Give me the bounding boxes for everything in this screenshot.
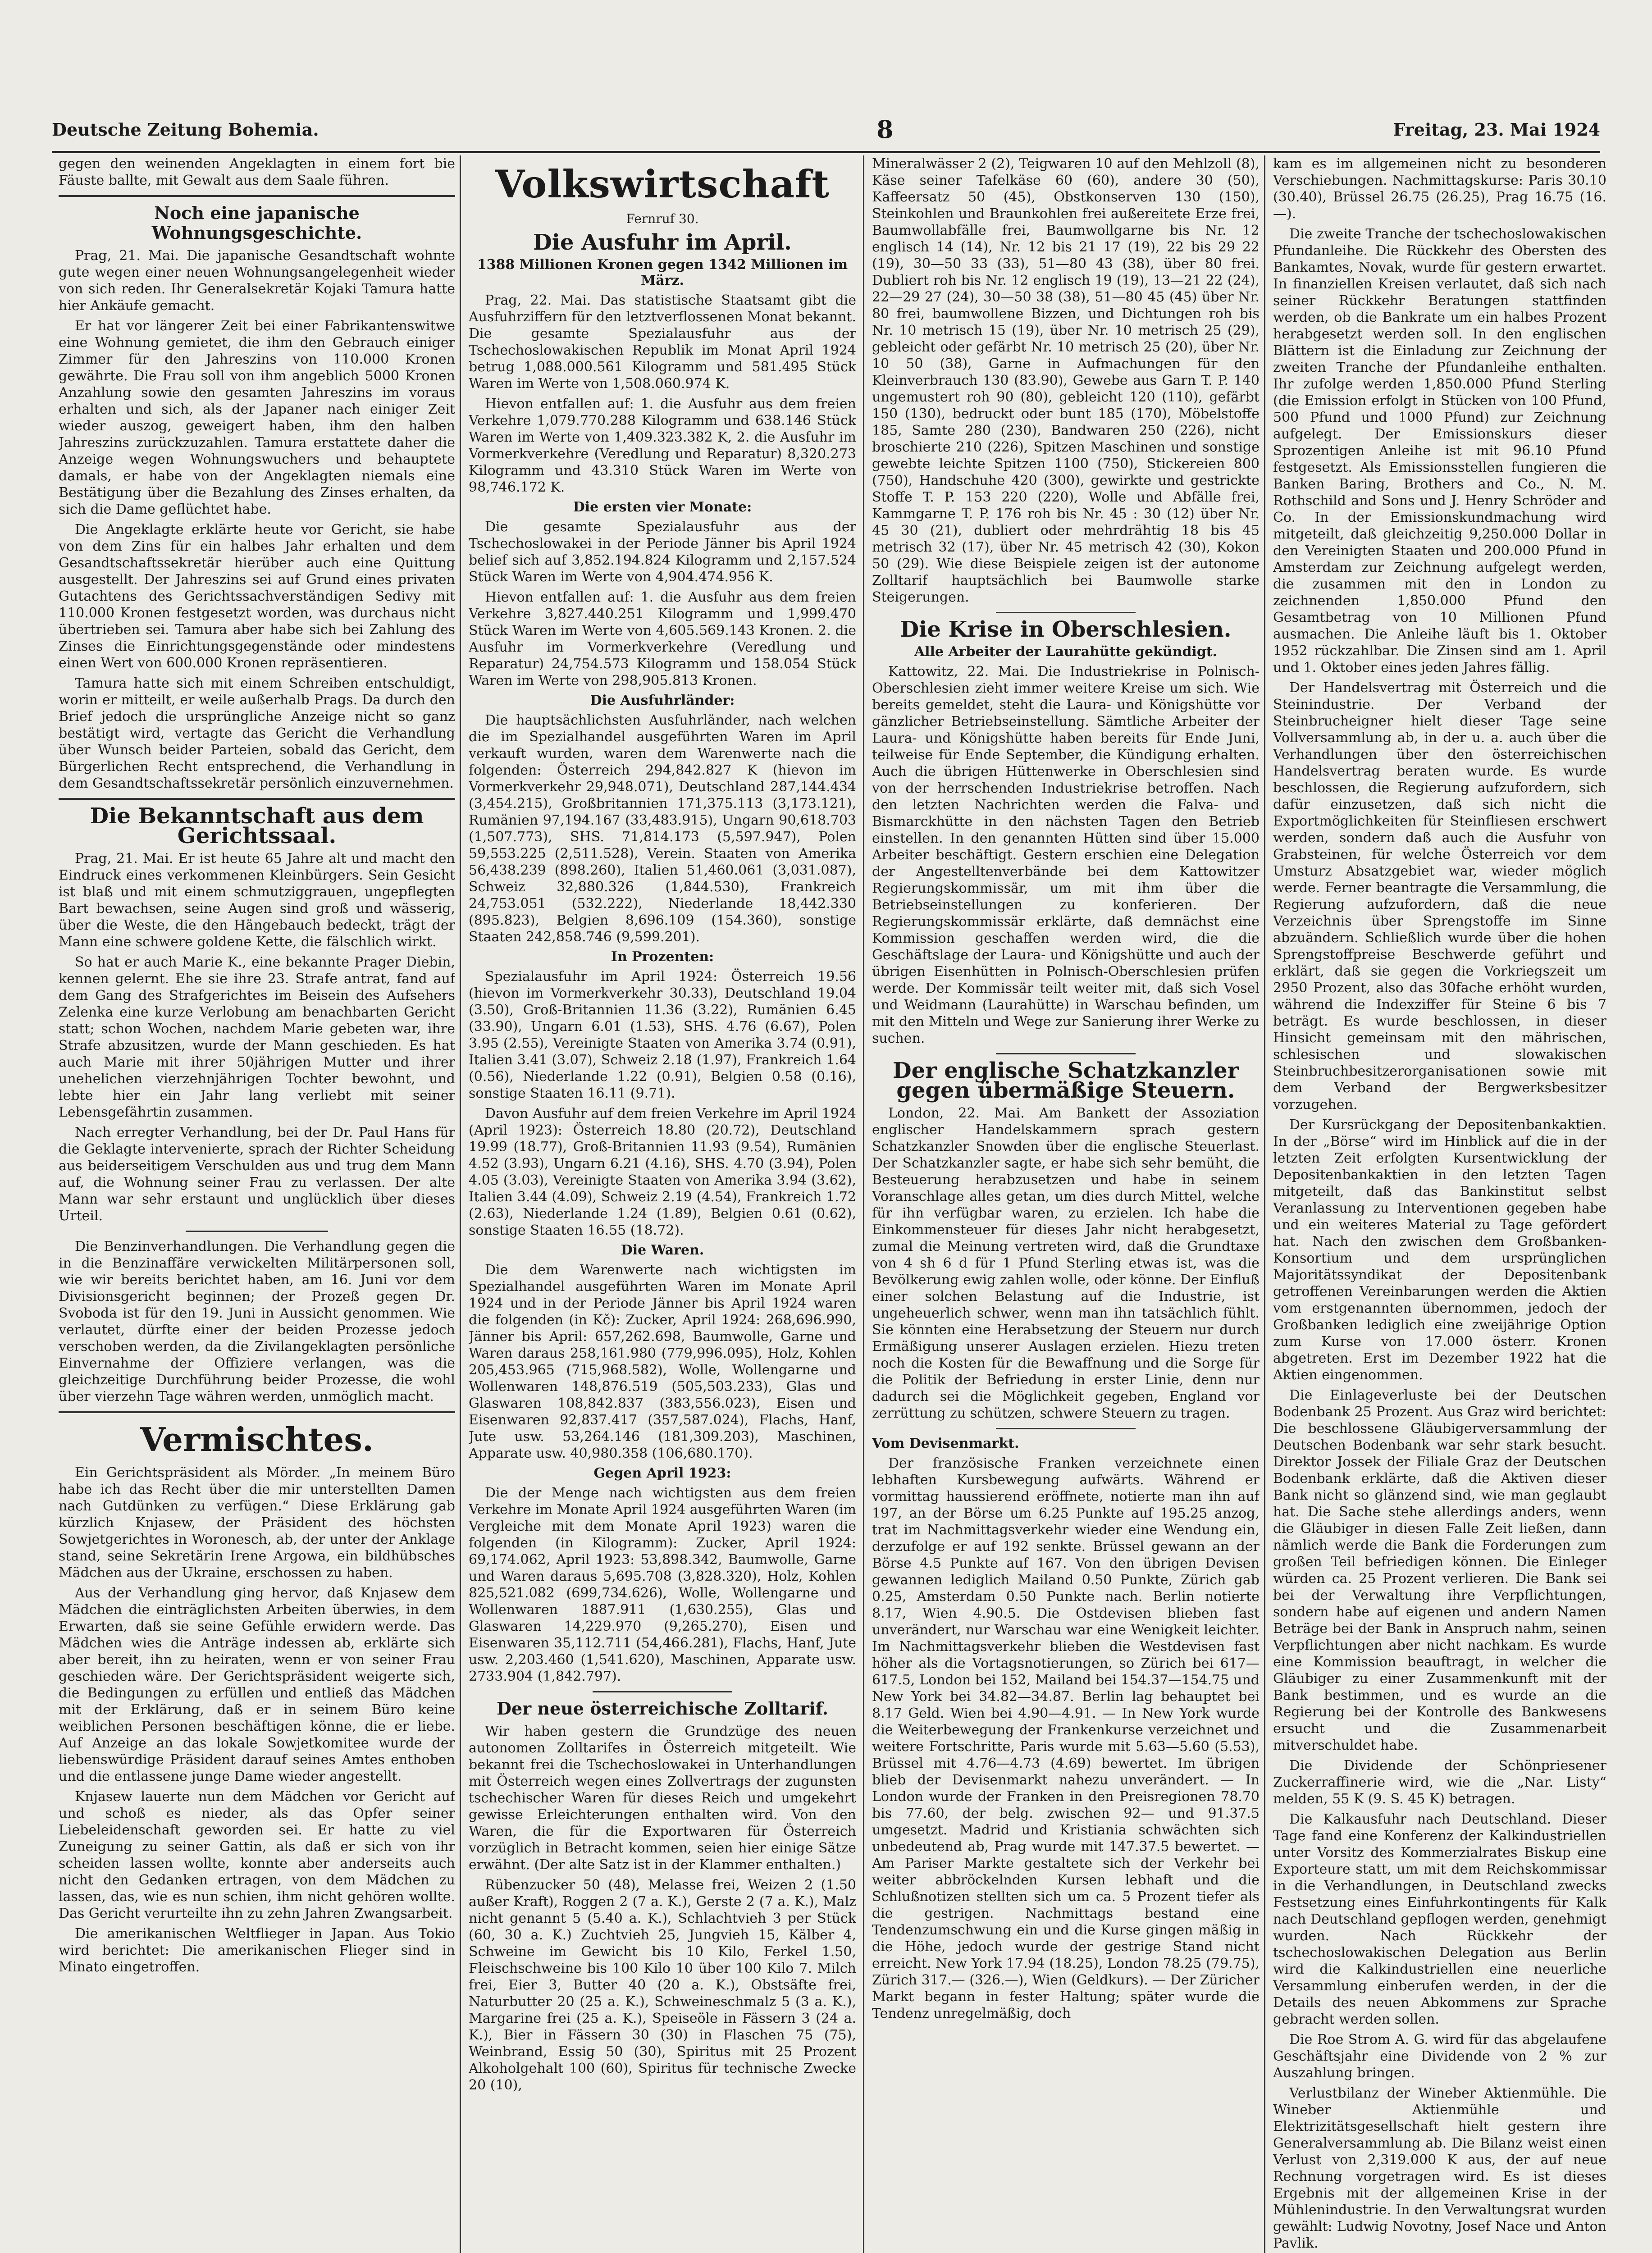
header-rule xyxy=(52,151,1600,153)
subheading-devisen: Vom Devisenmarkt. xyxy=(872,1436,1019,1451)
headline-vermischtes: Vermischtes. xyxy=(140,1420,374,1459)
paragraph-benzin: Die Benzinverhandlungen. Die Verhandlung gegen die in die Benzinaffäre verwickelten Militärpersonen soll, wie wir bereits berichtet haben, am 16. Juni vor dem Divisionsgericht beginnen; der Prozeß gegen Dr. Svoboda ist für den 19. Juni in Aussicht genommen. Wie verlautet, dürfte einer der beiden Prozesse jedoch verschoben werden, da die Zivilangeklagten persönliche Einvernahme der Offiziere verlangen, was die gleichzeitige Durchführung beider Prozesse, die wohl über vierzehn Tage währen werden, unmöglich macht. xyxy=(59,1239,455,1405)
paragraph: Die gesamte Spezialausfuhr aus der Tschechoslowakei in der Periode Jänner bis April 1924 belief sich auf 3,852.194.824 Kilogramm und 2,157.524 Stück Waren im Werte von 4,904.474.956 K. xyxy=(469,519,856,585)
headline-ausfuhr: Die Ausfuhr im April. xyxy=(533,230,792,255)
paper-name: Deutsche Zeitung Bohemia. xyxy=(52,119,319,140)
subheading: Gegen April 1923: xyxy=(593,1465,731,1481)
paragraph: Kattowitz, 22. Mai. Die Industriekrise in Polnisch-Oberschlesien zieht immer weitere Kreise um sich. Wie bereits gemeldet, steht die Laura- und Königshütte vor gänzlicher Betriebseinstellung. Sämtliche Arbeiter der Laura- und Königshütte haben bereits für Ende Juni, teilweise für Ende September, die Kündigung erhalten. Auch die übrigen Hüttenwerke in Oberschlesien sind von der herrschenden Industriekrise betroffen. Nach den letzten Nachrichten werden die Falva- und Bismarckhütte in den nächsten Tagen den Betrieb einstellen. In den genannten Hütten sind über 15.000 Arbeiter beschäftigt. Gestern erschien eine Delegation der Angestelltenverbände bei dem Kattowitzer Regierungskommissär, um mit ihm über die Betriebseinstellungen zu konferieren. Der Regierungskommissär erklärte, daß demnächst eine Kommission geschaffen werden wird, die die Geschäftslage der Laura- und Königshütte und auch der übrigen Eisenhütten in Polnisch-Oberschlesien prüfen werde. Der Kommissär teilt weiter mit, daß sich Vosel und Weidmann (Laurahütte) in Warschau befinden, um mit den Mitteln und Wege zur Sanierung ihrer Werke zu suchen. xyxy=(872,664,1260,1046)
masthead xyxy=(52,115,1600,146)
section-title-volkswirtschaft: Volkswirtschaft xyxy=(495,162,830,206)
subheading: Die ersten vier Monate: xyxy=(573,499,752,515)
paragraph: Die hauptsächlichsten Ausfuhrländer, nach welchen die im Spezialhandel ausgeführten Waren im April verkauft wurden, waren dem Warenwerte nach die folgenden: Österreich 294,842.827 K (hievon im Vormerkverkehr 29,948.071), Deutschland 287,144.434 (3,454.215), Großbritannien 171,375.113 (3,173.121), Rumänien 97,194.167 (33,483.915), Ungarn 90,618.703 (1,507.773), SHS. 71,814.173 (5,597.947), Polen 59,553.225 (2,511.528), Verein. Staaten von Amerika 56,438.239 (898.260), Italien 51,460.061 (3,031.087), Schweiz 32,880.326 (1,844.530), Frankreich 24,753.051 (532.222), Niederlande 18,442.330 (895.823), Belgien 8,696.109 (154.360), sonstige Staaten 242,858.746 (9,599.201). xyxy=(469,712,856,945)
paragraph: Ein Gerichtspräsident als Mörder. „In meinem Büro habe ich das Recht über die mir unterstellten Damen nach Gutdünken zu verfügen.“ Diese Erklärung gab kürzlich Knjasew, der Präsident des höchsten Sowjetgerichtes in Woronesch, ab, der unter der Anklage stand, seine Sekretärin Irene Argowa, ein bildhübsches Mädchen aus der Ukraine, erschossen zu haben. xyxy=(59,1465,455,1581)
paragraph: Hievon entfallen auf: 1. die Ausfuhr aus dem freien Verkehre 3,827.440.251 Kilogramm und 1,999.470 Stück Waren im Werte von 4,605.569.143 Kronen. 2. die Ausfuhr im Vormerkverkehre (Veredlung und Reparatur) 24,754.573 Kilogramm und 158.054 Stück Waren im Werte von 298,905.813 Kronen. xyxy=(469,589,856,689)
column-3 xyxy=(872,155,1260,2253)
section-divider xyxy=(996,1053,1136,1054)
section-divider xyxy=(996,612,1136,613)
subheading: Die Ausfuhrländer: xyxy=(590,693,735,708)
paragraph: Die Roe Strom A. G. wird für das abgelaufene Geschäftsjahr eine Dividende von 2 % zur Auszahlung bringen. xyxy=(1273,2032,1606,2081)
column-2 xyxy=(469,155,856,2253)
column-4 xyxy=(1273,155,1606,2253)
page-number: 8 xyxy=(876,115,894,144)
paragraph: Die Einlageverluste bei der Deutschen Bodenbank 25 Prozent. Aus Graz wird berichtet: Die beschlossene Gläubigerversammlung der Deutschen Bodenbank war sehr stark besucht. Direktor Jossek der Filiale Graz der Deutschen Bodenbank erklärte, daß die Aktiven dieser Bank nicht so glänzend sind, wie man geglaubt hat. Die Sache stehe allerdings anders, wenn die Gläubiger in diesen Falle Zeit ließen, dann nämlich werde die Bank die Forderungen zum großen Teil befriedigen können. Die Einleger würden ca. 25 Prozent verlieren. Die Bank sei bei der Verwaltung ihre Verpflichtungen, sondern habe auf eigenen und andern Namen Beträge bei der Bank in Anspruch nahm, seinen Verpflichtungen aber nicht nachkam. Es wurde eine Kommission beauftragt, in welcher die Gläubiger zu einer Zusammenkunft mit der Bank bestimmen, und es wurde an die Regierung bei der Kontrolle des Bankwesens ersucht und die Zusammenarbeit mitverschuldet habe. xyxy=(1273,1387,1606,1753)
subheading: In Prozenten: xyxy=(611,949,714,965)
subheading: Die Waren. xyxy=(621,1242,704,1258)
headline-zolltarif: Der neue österreichische Zolltarif. xyxy=(497,1698,828,1719)
paragraph: Hievon entfallen auf: 1. die Ausfuhr aus dem freien Verkehre 1,079.770.288 Kilogramm und 638.146 Stück Waren im Werte von 1,409.323.382 K, 2. die Ausfuhr im Vormerkverkehre (Veredlung und Reparatur) 8,320.273 Kilogramm und 43.310 Stück Waren im Werte von 98,746.172 K. xyxy=(469,396,856,495)
paragraph: Mineralwässer 2 (2), Teigwaren 10 auf den Mehlzoll (8), Käse seiner Tafelkäse 60 (60), andere 30 (50), Kaffeersatz 50 (45), Obstkonserven 130 (150), Steinkohlen und Braunkohlen frei außereitete Erze frei, Baumwollabfälle frei, Baumwollgarne bis Nr. 12 englisch 14 (14), Nr. 12 bis 21 17 (19), 22 bis 29 22 (19), 30—50 33 (33), 51—80 43 (38), über 80 frei. Dubliert roh bis Nr. 12 englisch 19 (19), 13—21 22 (24), 22—29 27 (24), 30—50 38 (38), 51—80 45 (45) über Nr. 80 frei, baumwollene Bizzen, und Dichtungen roh bis Nr. 10 metrisch 15 (19), über Nr. 10 metrisch 25 (29), gebleicht oder gefärbt Nr. 10 metrisch 25 (20), über Nr. 10 50 (38), Garne in Aufmachungen für den Kleinverbrauch 130 (83.90), Gewebe aus Garn T. P. 140 ungemustert roh 90 (80), gebleicht 120 (110), gefärbt 150 (130), bedruckt oder bunt 185 (170), Möbelstoffe 185, Samte 280 (230), Bandwaren 250 (226), nicht broschierte 210 (226), Spitzen Maschinen und sonstige gewebte leichte Spitzen 1100 (750), Stickereien 800 (750), Handschuhe 420 (300), gewirkte und gestrickte Stoffe T. P. 153 220 (220), Wolle und Abfälle frei, Kammgarne T. P. 176 roh bis Nr. 45 : 30 (12) über Nr. 45 30 (21), dubliert oder mehrdrähtig 18 bis 45 metrisch 32 (17), über Nr. 45 metrisch 42 (30), Kokon 50 (29). Wie diese Beispiele zeigen ist der autonome Zolltarif hauptsächlich bei Baumwolle starke Steigerungen. xyxy=(872,156,1260,605)
subheadline: Alle Arbeiter der Laurahütte gekündigt. xyxy=(914,644,1218,660)
paragraph: So hat er auch Marie K., eine bekannte Prager Diebin, kennen gelernt. Ehe sie ihre 23. Strafe antrat, fand auf dem Gang des Strafgerichtes im Beisein des Aufsehers Zelenka eine kurze Verlobung am benachbarten Gericht statt; schon Wochen, nachdem Marie gebeten war, ihre Strafe abzusitzen, wurde der Mann geschieden. Es hat auch Marie mit ihrer 50jährigen Mutter und ihrer unehelichen vierzehnjährigen Tochter bewohnt, und lebte hier ein Jahr lang verliebt mit seiner Lebensgefährtin zusammen. xyxy=(59,954,455,1120)
paragraph: London, 22. Mai. Am Bankett der Assoziation englischer Handelskammern sprach gestern Schatzkanzler Snowden über die englische Steuerlast. Der Schatzkanzler sagte, er habe sich sehr bemüht, die Besteuerung herabzusetzen und habe in seinem Voranschlage alles getan, um dies durch Mittel, welche für ihn verfügbar waren, zu erzielen. Ich habe die Einkommensteuer für dieses Jahr nicht herabgesetzt, zumal die Meinung vertreten wird, daß die Grundtaxe von 4 sh 6 d für 1 Pfund Sterling etwas ist, was die Bevölkerung ewig zahlen wolle, oder könne. Der Einfluß einer solchen Belastung auf die Industrie, ist ungeheuerlich schwer, wenn man ihn tatsächlich fühlt. Sie könnten eine Herabsetzung der Steuern nur durch Ermäßigung unserer Auslagen erzielen. Hiezu treten noch die Kosten für die Bewaffnung und die Sorge für die Politik der Befriedung in erster Linie, denn nur dadurch sei die Möglichkeit gegeben, England vor zerrüttung zu schützen, schwere Steuern zu tragen. xyxy=(872,1105,1260,1421)
column-rule xyxy=(1264,155,1265,2253)
paragraph: Aus der Verhandlung ging hervor, daß Knjasew dem Mädchen die einträglichsten Arbeiten überwies, in dem Erwarten, daß sie seine Gefühle erwidern werde. Das Mädchen wies die Anträge indessen ab, erklärte sich aber bereit, ihn zu heiraten, wenn er von seiner Frau geschieden wäre. Der Gerichtspräsident weigerte sich, die Bedingungen zu erfüllen und entließ das Mädchen mit der Erklärung, daß er in seinem Büro keine weiblichen Personen beschäftigen könne, die er liebe. Auf Anzeige an das lokale Sowjetkomitee wurde der liebenswürdige Präsident darauf seines Amtes enthoben und die entlassene junge Dame wieder angestellt. xyxy=(59,1585,455,1784)
fernruf: Fernruf 30. xyxy=(626,211,699,226)
paragraph: Die Dividende der Schönpriesener Zuckerraffinerie wird, wie die „Nar. Listy“ melden, 55 K (9. S. 45 K) betragen. xyxy=(1273,1758,1606,1807)
paragraph: Rübenzucker 50 (48), Melasse frei, Weizen 2 (1.50 außer Kraft), Roggen 2 (7 a. K.), Gerste 2 (7 a. K.), Malz nicht genannt 5 (5.40 a. K.), Schlachtvieh 3 per Stück (60, 30 a. K.) Zuchtvieh 25, Jungvieh 15, Kälber 4, Schweine im Gewicht bis 10 Kilo, Ferkel 1.50, Fleischschweine bis 100 Kilo 10 über 100 Kilo 7. Milch frei, Eier 3, Butter 40 (20 a. K.), Obstsäfte frei, Naturbutter 20 (25 a. K.), Schweineschmalz 5 (3 a. K.), Margarine frei (25 a. K.), Speiseöle in Fässern 3 (24 a. K.), Bier in Fässern 30 (30) in Flaschen 75 (75), Weinbrand, Essig 50 (30), Spiritus mit 25 Prozent Alkoholgehalt 100 (60), Spiritus für technische Zwecke 20 (10), xyxy=(469,1877,856,2093)
paragraph: Der Handelsvertrag mit Österreich und die Steinindustrie. Der Verband der Steinbrucheigner hielt dieser Tage seine Vollversammlung ab, in der u. a. auch über die Verhandlungen über den österreichischen Handelsvertrag beraten wurde. Es wurde beschlossen, die Regierung aufzufordern, sich dafür einzusetzen, daß sich nicht die Exportmöglichkeiten für Steinfliesen erschwert werden, sondern daß auch die Ausfuhr von Grabsteinen, für welche Österreich vor dem Umsturz Absatzgebiet war, wieder möglich werde. Ferner beantragte die Versammlung, die Regierung aufzufordern, daß die neue Verzeichnis über Sprengstoffe im Sinne abzuändern. Schließlich wurde über die hohen Sprengstoffpreise Beschwerde geführt und erklärt, daß sie gegen die Vorkriegszeit um 2950 Prozent, also das 30fache erhöht wurden, während die Indexziffer für Steine 6 bis 7 beträgt. Es wurde beschlossen, in dieser Hinsicht gemeinsam mit den mährischen, schlesischen und slowakischen Steinbruchbesitzerorganisationen sowie mit dem Verband der Bergwerksbesitzer vorzugehen. xyxy=(1273,680,1606,1113)
paragraph: Spezialausfuhr im April 1924: Österreich 19.56 (hievon im Vormerkverkehr 30.33), Deutschland 19.04 (3.50), Groß-Britannien 11.36 (3.22), Rumänien 6.45 (33.90), Ungarn 6.01 (1.53), SHS. 4.76 (6.67), Polen 3.95 (2.55), Vereinigte Staaten von Amerika 3.74 (0.91), Italien 3.41 (3.07), Schweiz 2.18 (1.97), Frankreich 1.64 (0.56), Niederlande 1.22 (0.91), Belgien 0.58 (0.16), sonstige Staaten 16.11 (9.71). xyxy=(469,969,856,1101)
column-1 xyxy=(59,155,455,2253)
section-divider xyxy=(593,1691,732,1692)
paragraph: Die Kalkausfuhr nach Deutschland. Dieser Tage fand eine Konferenz der Kalkindustriellen unter Vorsitz des Kommerzialrates Biskup eine Exporteure statt, um mit dem Reichskommissar in die Verhandlungen, in Deutschland zwecks Festsetzung eines Einfuhrkontingents für Kalk nach Deutschland gepflogen werden, genehmigt wurden. Nach Rückkehr der tschechoslowakischen Delegation aus Berlin wird die Kalkindustriellen eine neuerliche Versammlung einberufen werden, in der die Details des neuen Abkommens zur Sprache gebracht werden sollen. xyxy=(1273,1811,1606,2027)
paragraph: Der Kursrückgang der Depositenbankaktien. In der „Börse“ wird im Hinblick auf die in der letzten Zeit erfolgten Kursentwicklung der Depositenbankaktien in den letzten Tagen mitgeteilt, daß das Bankinstitut selbst Veranlassung zu Interventionen gegeben habe und ein weiteres Material zu Tage gefördert hat. Nach den zwischen dem Großbanken-Konsortium und dem ursprünglichen Majoritätssyndikat der Depositenbank getroffenen Vereinbarungen werden die Aktien vom erstgenannten übernommen, jedoch der Großbanken lediglich eine zweijährige Option zum Kurse von 17.000 österr. Kronen abgetreten. Erst im Dezember 1922 hat die Aktien eingenommen. xyxy=(1273,1117,1606,1383)
paragraph: Knjasew lauerte nun dem Mädchen vor Gericht auf und schoß es nieder, als das Opfer seiner Liebeleidenschaft geworden sei. Er hatte zu viel Zuneigung zu seiner Gattin, als daß er sich von ihr scheiden lassen wollte, konnte aber anderseits auch nicht den Gedanken ertragen, von dem Mädchen zu lassen, das, wie es nun schien, ihm nicht gehören wollte. Das Gericht verurteilte ihn zu zehn Jahren Zwangsarbeit. xyxy=(59,1789,455,1921)
column-rule xyxy=(460,155,461,2253)
paragraph: Die Angeklagte erklärte heute vor Gericht, sie habe von dem Zins für ein halbes Jahr erhalten und dem Gesandtschaftssekretär hierüber auch eine Quittung ausgestellt. Der Jahreszins sei auf Grund eines privaten Gutachtens des Gerichtssachverständigen Sedivy mit 110.000 Kronen festgesetzt worden, was durchaus nicht übertrieben sei. Tamura aber habe sich bei Zahlung des Zinses die Einrichtungsgegenstände oder mindestens einen Wert von 600.000 Kronen repräsentieren. xyxy=(59,522,455,671)
headline-krise: Die Krise in Oberschlesien. xyxy=(900,617,1232,642)
column-rule xyxy=(863,155,864,2253)
section-divider xyxy=(996,1428,1136,1429)
paragraph: Er hat vor längerer Zeit bei einer Fabrikantenswitwe eine Wohnung gemietet, die ihm den Gebrauch einiger Zimmer für den Jahreszins von 110.000 Kronen gewährte. Die Frau soll von ihm angeblich 5000 Kronen Anzahlung sowie den gesamten Jahreszins im voraus erhalten und sich, als der Japaner nach einiger Zeit wieder auszog, geweigert haben, ihm den halben Jahreszins zurückzuzahlen. Tamura erstattete daher die Anzeige wegen Wohnungswuchers und behauptete damals, er habe von der Angeklagten niemals eine Bestätigung über die Bezahlung des Zinses erhalten, da sich die Dame geflüchtet habe. xyxy=(59,318,455,517)
headline-japan: Noch eine japanische Wohnungsgeschichte. xyxy=(151,203,362,243)
issue-date: Freitag, 23. Mai 1924 xyxy=(1393,119,1600,140)
paragraph: Davon Ausfuhr auf dem freien Verkehre im April 1924 (April 1923): Österreich 18.80 (20.72), Deutschland 19.99 (18.77), Groß-Britannien 11.93 (9.54), Rumänien 4.52 (3.93), Ungarn 6.21 (4.16), SHS. 4.70 (3.94), Polen 4.05 (3.03), Vereinigte Staaten von Amerika 3.94 (3.62), Italien 3.44 (4.09), Schweiz 2.19 (4.54), Frankreich 1.72 (2.63), Niederlande 1.24 (1.89), Belgien 0.61 (0.62), sonstige Staaten 16.55 (18.72). xyxy=(469,1106,856,1238)
paragraph: Prag, 21. Mai. Die japanische Gesandtschaft wohnte gute wegen einer neuen Wohnungsangelegenheit wieder von sich reden. Ihr Generalsekretär Kojaki Tamura hatte hier Ankäufe gemacht. xyxy=(59,248,455,314)
paragraph: Die amerikanischen Weltflieger in Japan. Aus Tokio wird berichtet: Die amerikanischen Flieger sind in Minato eingetroffen. xyxy=(59,1926,455,1975)
section-divider xyxy=(59,195,455,197)
paragraph: Die zweite Tranche der tschechoslowakischen Pfundanleihe. Die Rückkehr des Obersten des Bankamtes, Novak, wurde für gestern erwartet. In finanziellen Kreisen verlautet, daß sich nach seiner Rückkehr Beratungen stattfinden werden, ob die Bankrate um ein halbes Prozent herabgesetzt werden soll. In den englischen Blättern ist die Einladung zur Zeichnung der zweiten Tranche der Pfundanleihe enthalten. Ihr zufolge werden 1,850.000 Pfund Sterling (die Emission erfolgt in Stücken von 100 Pfund, 500 Pfund und 1000 Pfund) zur Zeichnung aufgelegt. Der Emissionskurs dieser Sprozentigen Anleihe ist mit 96.10 Pfund festgesetzt. Als Emissionsstellen fungieren die Banken Baring, Brothers and Co., N. M. Rothschild and Sons und J. Henry Schröder and Co. In der Emissionskundmachung wird mitgeteilt, daß gleichzeitig 9,250.000 Dollar in den Vereinigten Staaten und 200.000 Pfund in Amsterdam zur Zeichnung aufgelegt werden, die zusammen mit den in London zu zeichnenden 1,850.000 Pfund den Gesamtbetrag von 10 Millionen Pfund ausmachen. Die Anleihe läuft bis 1. Oktober 1952 rückzahlbar. Die Zinsen sind am 1. April und 1. Oktober eines jeden Jahres fällig. xyxy=(1273,226,1606,675)
headline-schatzkanzler: Der englische Schatzkanzler gegen übermäßige Steuern. xyxy=(893,1058,1239,1103)
article-continuation: gegen den weinenden Angeklagten in einem fort bie Fäuste ballte, mit Gewalt aus dem Saale führen. xyxy=(59,156,455,188)
paragraph: Prag, 21. Mai. Er ist heute 65 Jahre alt und macht den Eindruck eines verkommenen Kleinbürgers. Sein Gesicht ist blaß und mit einem schmutziggrauen, ungepflegten Bart bewachsen, seine Augen sind groß und wässerig, über die Weste, die den Hängebauch bedeckt, trägt der Mann eine schwere goldene Kette, die fälschlich wirkt. xyxy=(59,851,455,950)
paragraph: Verlustbilanz der Wineber Aktienmühle. Die Wineber Aktienmühle und Elektrizitätsgesellschaft hielt gestern ihre Generalversammlung ab. Die Bilanz weist einen Verlust von 2,319.000 K aus, der auf neue Rechnung vorgetragen wird. Es ist dieses Ergebnis mit der allgemeinen Krise in der Mühlenindustrie. In den Verwaltungsrat wurden gewählt: Ludwig Novotny, Josef Nace und Anton Pavlik. xyxy=(1273,2085,1606,2251)
subheadline: 1388 Millionen Kronen gegen 1342 Millionen im März. xyxy=(477,257,848,288)
paragraph: Tamura hatte sich mit einem Schreiben entschuldigt, worin er mitteilt, er weile außerhalb Prags. Da durch den Brief jedoch die ursprüngliche Anzeige nicht so ganz bestätigt wird, vertagte das Gericht die Verhandlung über Wunsch beider Parteien, sobald das Gericht, dem Bürgerlichen Recht entsprechend, die Verhandlung in dem Gesandtschaftssekretär persönlich einzuvernehmen. xyxy=(59,675,455,791)
paragraph: kam es im allgemeinen nicht zu besonderen Verschiebungen. Nachmittagskurse: Paris 30.10 (30.40), Brüssel 26.75 (26.25), Prag 16.75 (16.—). xyxy=(1273,156,1606,222)
section-divider xyxy=(59,798,455,800)
section-divider xyxy=(186,1231,329,1232)
paragraph: Der französische Franken verzeichnete einen lebhaften Kursbewegung aufwärts. Während er vormittag haussierend eröffnete, notierte man ihn auf 197, an der Börse um 6.25 Punkte auf 195.25 anzog, trat im Nachmittagsverkehr wieder eine Wendung ein, derzufolge er auf 192 senkte. Brüssel gewann an der Börse 4.5 Punkte auf 167. Von den übrigen Devisen gewannen lediglich Mailand 0.50 Punkte, Zürich gab 0.25, Amsterdam 0.50 Punkte nach. Berlin notierte 8.17, Wien 4.90.5. Die Ostdevisen blieben fast unverändert, nur Warschau war eine Wenigkeit leichter. Im Nachmittagsverkehr blieben die Westdevisen fast höher als die Vortagsnotierungen, so Zürich bei 617—617.5, London bei 152, Mailand bei 154.37—154.75 und New York bei 34.82—34.87. Berlin lag behauptet bei 8.17 Geld. Wien bei 4.90—4.91. — In New York wurde die Weiterbewegung der Frankenkurse verzeichnet und weitere Fortschritte, Paris wurde mit 5.63—5.60 (5.53), Brüssel mit 4.76—4.73 (4.69) bewertet. Im übrigen blieb der Devisenmarkt nahezu unverändert. — In London wurde der Franken in den Preisregionen 78.70 bis 77.60, der belg. zwischen 92— und 91.37.5 umgesetzt. Madrid und Kristiania schwächten sich unbedeutend ab, Prag wurde mit 147.37.5 bewertet. — Am Pariser Markte gestaltete sich der Verkehr bei weiter abbröckelnden Kursen lebhaft und die Schlußnotizen stellten sich um ca. 5 Prozent tiefer als die gestrigen. Nachmittags bestand eine Tendenzumschwung ein und die Kurse gingen mäßig in die Höhe, jedoch wurde der gestrige Stand nicht erreicht. New York 17.94 (18.25), London 78.25 (79.75), Zürich 317.— (326.—), Wien (Geldkurs). — Der Züricher Markt begann in fester Haltung; später wurde die Tendenz unregelmäßig, doch xyxy=(872,1455,1260,2021)
paragraph: Die der Menge nach wichtigsten aus dem freien Verkehre im Monate April 1924 ausgeführten Waren (im Vergleiche mit dem Monate April 1923) waren die folgenden (in Kilogramm): Zucker, April 1924: 69,174.062, April 1923: 53,898.342, Baumwolle, Garne und Waren daraus 5,695.708 (3,828.320), Holz, Kohlen 825,521.082 (699,734.626), Wolle, Wollengarne und Wollenwaren 1887.911 (1,630.255), Glas und Glaswaren 14,229.970 (9,265.270), Eisen und Eisenwaren 35,112.711 (54,466.281), Flachs, Hanf, Jute usw. 2,203.460 (1,541.620), Maschinen, Apparate usw. 2733.904 (1,842.797). xyxy=(469,1485,856,1684)
paragraph: Die dem Warenwerte nach wichtigsten im Spezialhandel ausgeführten Waren im Monate April 1924 und in der Periode Jänner bis April 1924 waren die folgenden (in Kč): Zucker, April 1924: 268,696.990, Jänner bis April: 657,262.698, Baumwolle, Garne und Waren daraus 258,161.980 (779,996.095), Holz, Kohlen 205,453.965 (715,968.582), Wolle, Wollengarne und Wollenwaren 148,876.519 (505,503.233), Glas und Glaswaren 108,842.837 (383,556.023), Eisen und Eisenwaren 92,837.417 (357,587.024), Flachs, Hanf, Jute usw. 53,264.146 (181,309.203), Maschinen, Apparate usw. 40,980.358 (106,680.170). xyxy=(469,1262,856,1461)
paragraph: Wir haben gestern die Grundzüge des neuen autonomen Zolltarifes in Österreich mitgeteilt. Wie bekannt frei die Tschechoslowakei in Unterhandlungen mit Österreich wegen eines Zollvertrags der zugunsten tschechischer Waren für dieses Reich und umgekehrt gewisse Erleichterungen enthalten wird. Von den Waren, die für die Exportwaren für Österreich vorzüglich in Betracht kommen, seien hier einige Sätze erwähnt. (Der alte Satz ist in der Klammer enthalten.) xyxy=(469,1724,856,1873)
paragraph: Prag, 22. Mai. Das statistische Staatsamt gibt die Ausfuhrziffern für den letztverflossenen Monat bekannt. Die gesamte Spezialausfuhr aus der Tschechoslowakischen Republik im Monat April 1924 betrug 1,088.000.561 Kilogramm und 581.495 Stück Waren im Werte von 1,508.060.974 K. xyxy=(469,292,856,392)
paragraph: Nach erregter Verhandlung, bei der Dr. Paul Hans für die Geklagte intervenierte, sprach der Richter Scheidung aus beiderseitigem Verschulden aus und trug dem Mann auf, die Wohnung seiner Frau zu verlassen. Der alte Mann war sehr erstaunt und unglücklich über dieses Urteil. xyxy=(59,1125,455,1224)
section-divider xyxy=(59,1411,455,1413)
headline-gerichtssaal: Die Bekanntschaft aus dem Gerichtssaal. xyxy=(90,803,424,848)
